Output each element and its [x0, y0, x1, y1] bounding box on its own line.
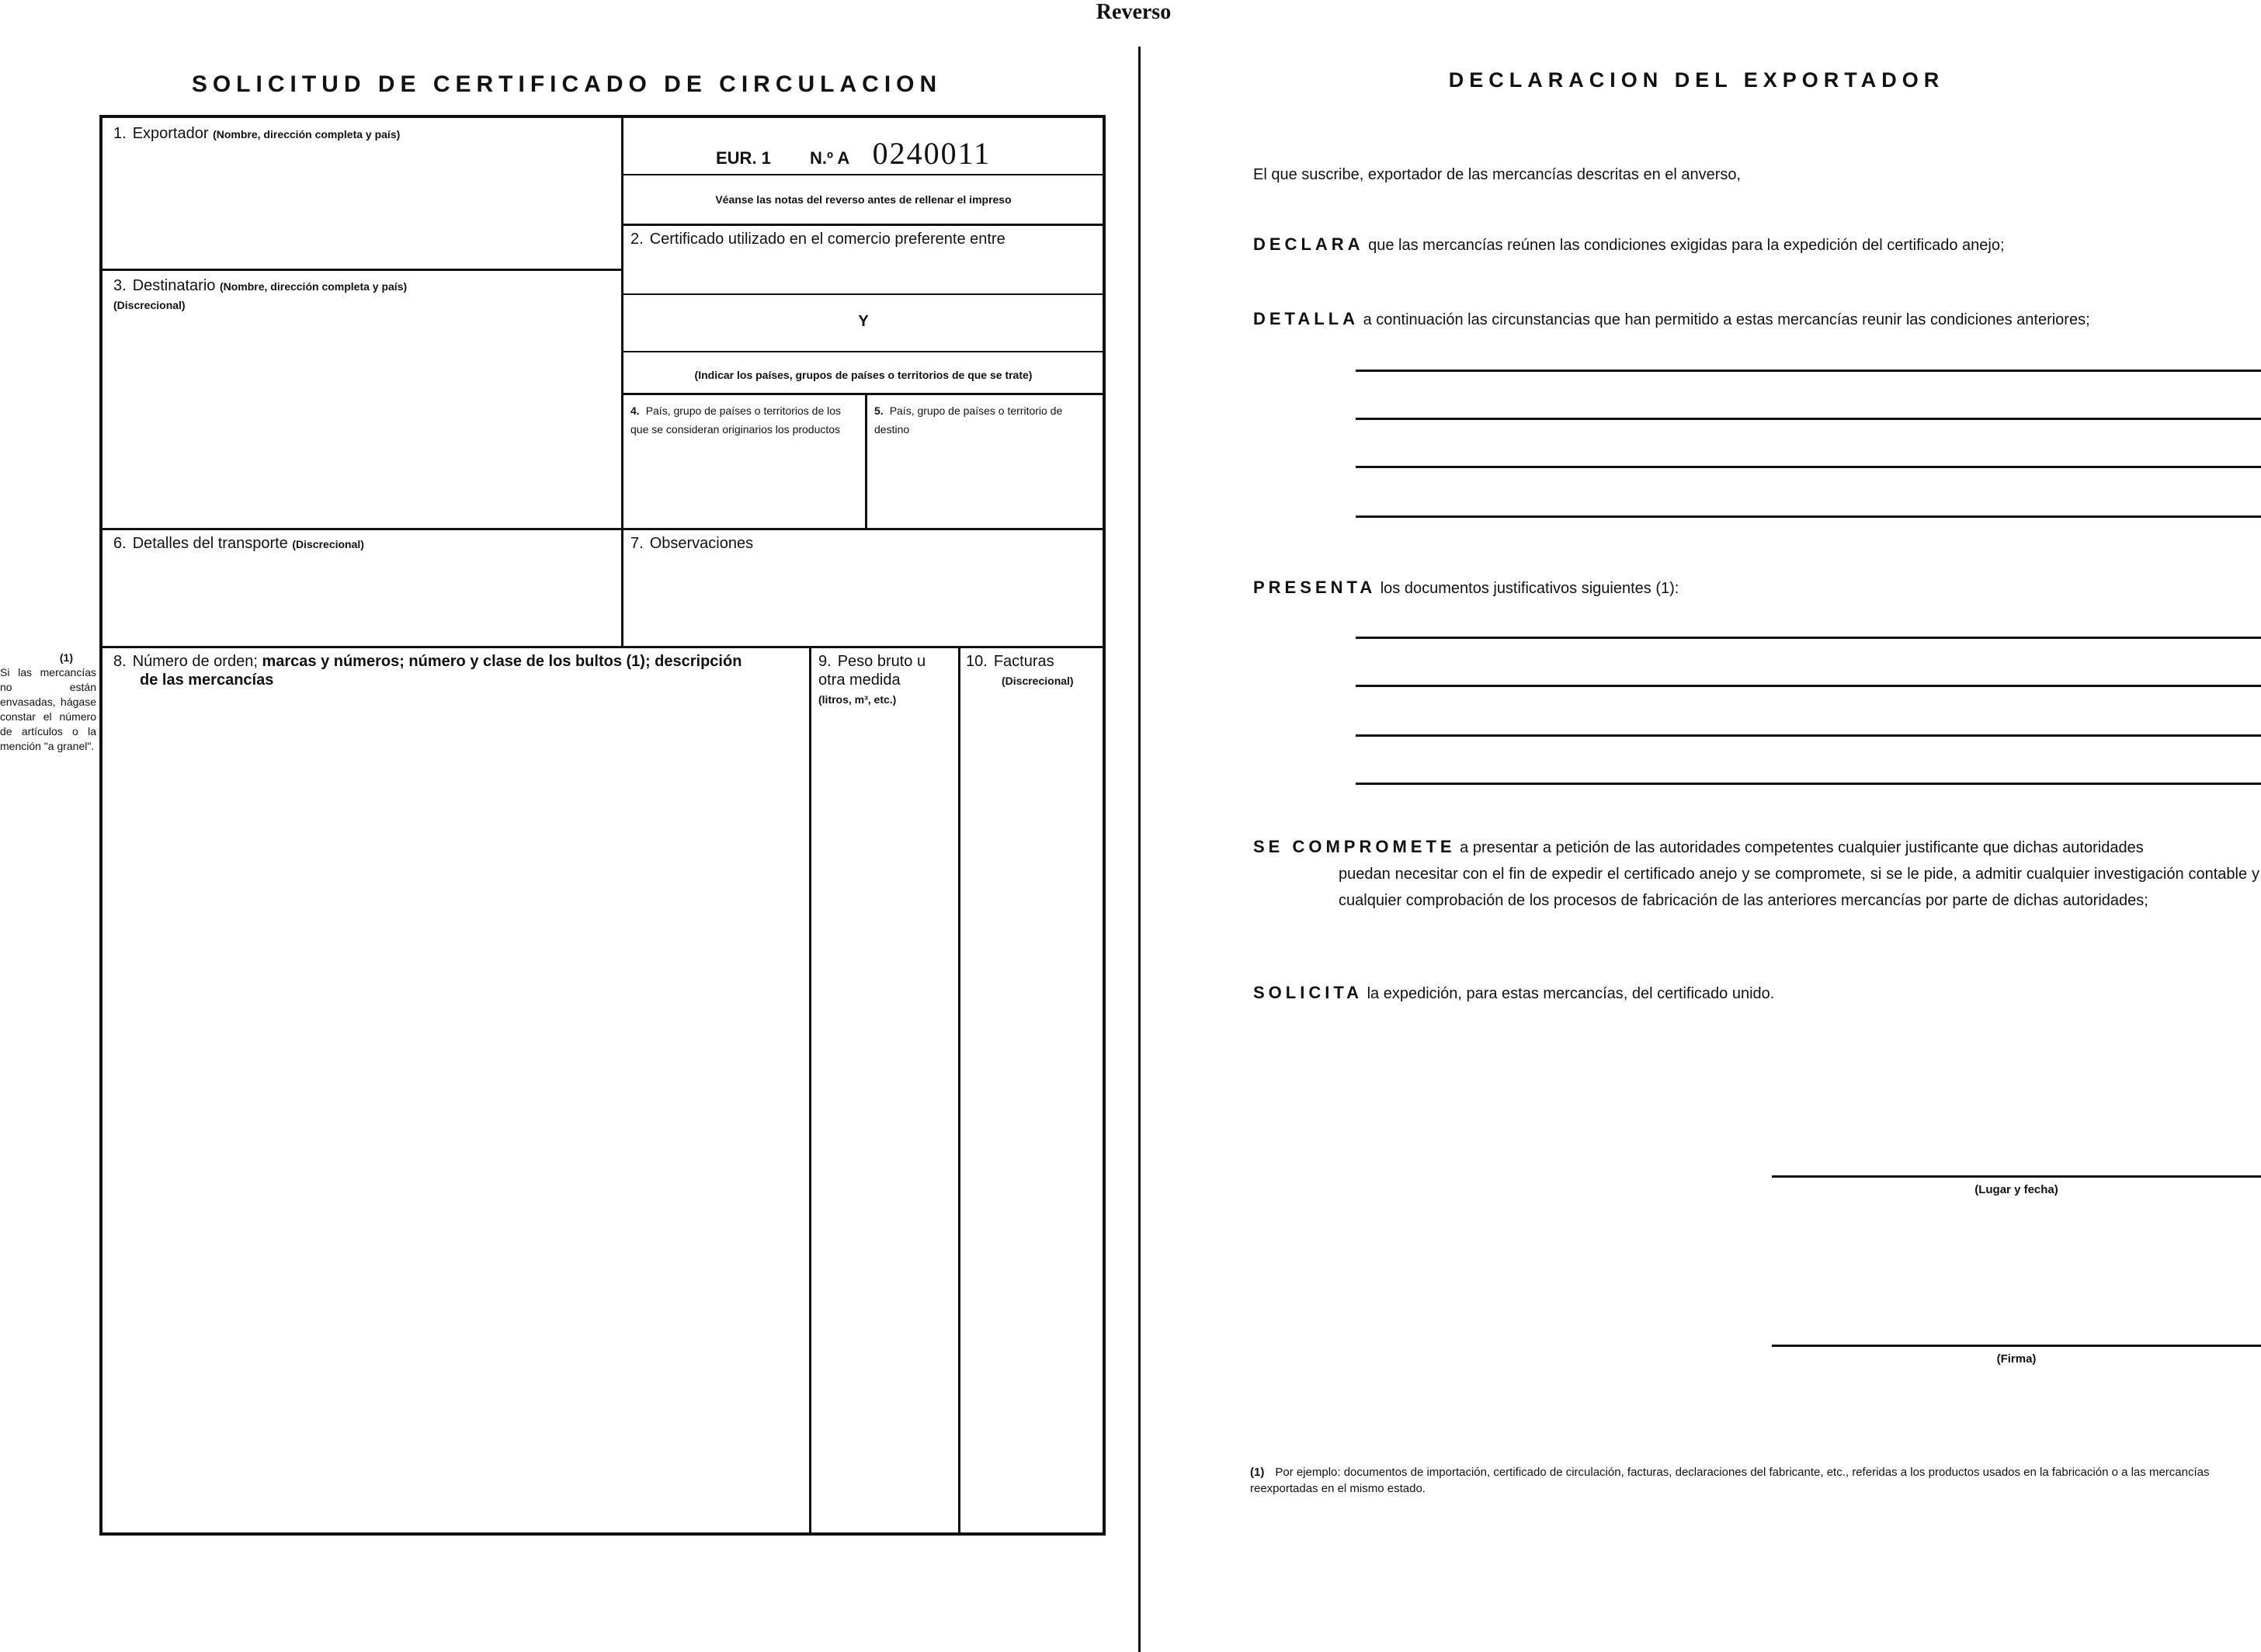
side-note-marker: (1)	[59, 651, 73, 664]
box10-label: Facturas	[993, 653, 1054, 670]
eur-header	[716, 135, 991, 172]
box6-number: 6.	[113, 535, 127, 552]
declaration-declara	[1253, 231, 2255, 259]
divider-h-box3	[102, 528, 1106, 530]
divider-h-box2c	[621, 393, 1106, 395]
presenta-line-4	[1356, 783, 2261, 785]
compromete-rest: puedan necesitar con el fin de expedir el certificado anejo y se compromete, si se le pide, a admitir cualquier investigación contable y cualquier comprobación de los procesos de fabricación de las anteriores mercancías por parte de dichas autoridades;	[1339, 866, 2259, 909]
compromete-first-line: a presentar a petición de las autoridades competentes cualquier justificante que dichas autoridades	[1460, 839, 2144, 856]
box9-number: 9.	[818, 653, 832, 670]
box7-number: 7.	[630, 535, 644, 552]
box9-note: (litros, m³, etc.)	[818, 693, 897, 706]
declara-keyword: DECLARA	[1253, 234, 1364, 254]
box3-optional: (Discrecional)	[113, 299, 186, 311]
eur-no-label: N.º A	[810, 148, 849, 168]
certificate-form	[99, 115, 1106, 1536]
box1-label: Exportador	[132, 125, 209, 142]
divider-v-box8-9	[809, 646, 811, 1536]
box10-optional: (Discrecional)	[1002, 675, 1074, 687]
presenta-line-2	[1356, 685, 2261, 687]
detalla-line-2	[1356, 418, 2261, 420]
signature-line	[1772, 1345, 2261, 1347]
side-note	[0, 651, 96, 754]
detalla-line-3	[1356, 466, 2261, 468]
divider-h-box1	[102, 269, 623, 271]
solicita-keyword: SOLICITA	[1253, 983, 1363, 1002]
declaration-title: DECLARACION DEL EXPORTADOR	[1448, 68, 1945, 92]
solicita-text: la expedición, para estas mercancías, del certificado unido.	[1367, 985, 1775, 1002]
box1-number: 1.	[113, 125, 127, 142]
detalla-line-4	[1356, 515, 2261, 518]
box3-label: Destinatario	[132, 277, 216, 294]
box4-number: 4.	[630, 404, 640, 417]
box8-label-c: de las mercancías	[140, 672, 274, 689]
box8-label-a: Número de orden;	[132, 653, 262, 670]
divider-h-box2b	[621, 351, 1106, 352]
box5-number: 5.	[874, 404, 884, 417]
box8-label-b: marcas y números; número y clase de los bultos (1); descripción	[262, 653, 742, 670]
declaration-footnote	[1250, 1464, 2256, 1497]
box8-goods-description	[113, 652, 803, 689]
footnote-text: Por ejemplo: documentos de importación, certificado de circulación, facturas, declaraciones del fabricante, etc., referidas a los productos usados en la fabricación o a las mercancías reexportadas en el mismo estado.	[1250, 1466, 2210, 1495]
box9-label: Peso bruto u otra medida	[818, 653, 926, 689]
form-title: SOLICITUD DE CERTIFICADO DE CIRCULACION	[191, 71, 943, 97]
compromete-keyword: SE COMPROMETE	[1253, 837, 1456, 856]
box1-exporter	[113, 124, 400, 143]
box10-number: 10.	[966, 653, 988, 670]
presenta-line-3	[1356, 734, 2261, 737]
box3-note: (Nombre, dirección completa y país)	[219, 280, 408, 293]
box2-and: Y	[858, 313, 869, 330]
intro-text: El que suscribe, exportador de las mercancías descritas en el anverso,	[1253, 166, 1742, 183]
box5-label: País, grupo de países o territorio de destino	[874, 404, 1063, 436]
box2-number: 2.	[630, 231, 644, 248]
divider-h-box2a	[621, 293, 1106, 295]
divider-v-box4-5	[865, 393, 867, 529]
presenta-keyword: PRESENTA	[1253, 578, 1377, 597]
divider-h-notes	[621, 224, 1106, 226]
box4-label: País, grupo de países o territorios de los que se consideran originarios los productos	[630, 404, 842, 436]
declara-text: que las mercancías reúnen las condiciones exigidas para la expedición del certificado anejo;	[1368, 237, 2005, 254]
divider-v-box9-10	[958, 646, 960, 1536]
box2-note: (Indicar los países, grupos de países o territorios de que se trate)	[694, 369, 1033, 381]
presenta-line-1	[1356, 637, 2261, 639]
declaration-detalla	[1253, 306, 2255, 333]
footnote-marker: (1)	[1250, 1466, 1265, 1479]
box6-label: Detalles del transporte	[132, 535, 288, 552]
box7-observations	[630, 534, 753, 553]
box10-invoices	[966, 652, 1103, 689]
box2-certificate-trade	[630, 230, 1005, 248]
presenta-text: los documentos justificativos siguientes (1):	[1380, 580, 1679, 597]
notes-line: Véanse las notas del reverso antes de rellenar el impreso	[715, 193, 1012, 206]
box2-label: Certificado utilizado en el comercio preferente entre	[649, 231, 1005, 248]
place-date-label: (Lugar y fecha)	[1974, 1183, 2058, 1196]
signature-label: (Firma)	[1996, 1352, 2037, 1366]
declaration-intro	[1253, 161, 2255, 188]
divider-h-eur	[621, 174, 1106, 175]
box3-consignee	[113, 276, 610, 314]
place-date-line	[1772, 1175, 2261, 1178]
box6-optional: (Discrecional)	[292, 538, 364, 550]
detalla-keyword: DETALLA	[1253, 309, 1360, 328]
box6-transport	[113, 534, 364, 553]
detalla-line-1	[1356, 370, 2261, 372]
side-note-text: Si las mercancías no están envasadas, hágase constar el número de artículos o la mención "a granel".	[0, 666, 96, 752]
declaration-solicita	[1253, 980, 2255, 1007]
detalla-text: a continuación las circunstancias que han permitido a estas mercancías reunir las condiciones anteriores;	[1363, 311, 2090, 328]
box3-number: 3.	[113, 277, 127, 294]
box4-origin	[630, 401, 856, 438]
divider-h-box6	[102, 646, 1106, 648]
box9-gross-weight	[818, 652, 955, 708]
box7-label: Observaciones	[649, 535, 754, 552]
eur-label: EUR. 1	[716, 148, 771, 168]
eur-serial-number: 0240011	[872, 136, 992, 171]
box1-note: (Nombre, dirección completa y país)	[213, 128, 401, 141]
declaration-compromete	[1253, 834, 2259, 914]
box8-number: 8.	[113, 653, 127, 670]
box5-destination	[874, 401, 1099, 438]
center-divider	[1138, 47, 1141, 1652]
page-header: Reverso	[1096, 0, 1172, 24]
declaration-presenta	[1253, 574, 2255, 602]
